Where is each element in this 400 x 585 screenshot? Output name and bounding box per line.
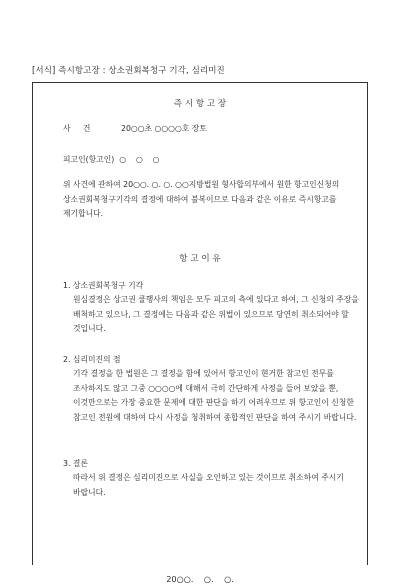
case-label: 사 건 (63, 124, 91, 133)
case-value: 20○○초 ○○○○호 장토 (121, 124, 207, 133)
reasons-title: 항 고 이 유 (179, 254, 221, 264)
section-heading-1: 1. 상소권회복청구 기각 (63, 281, 144, 290)
section-body-3: 따라서 위 결정은 심리미진으로 사실을 오인하고 있는 것이므로 취소하여 주시기 바랍니다. (73, 473, 344, 497)
section-body-1: 원심결정은 상고권 쿨행사의 책임은 모두 피고의 측에 있다고 하여, 그 신청의 주장을 배척하고 있으나, 그 결정에는 다음과 같은 위법이 있으므로 당연히 취소되어야 할 것입니다. (73, 295, 359, 333)
document-date: 20○○. ○. ○. (166, 574, 234, 584)
section-heading-3: 3. 결론 (63, 459, 88, 468)
form-title: 즉 시 항 고 장 (173, 99, 227, 109)
document-header: [서식] 즉시항고장 : 상소권회복청구 기각, 심리미진 (32, 66, 225, 76)
section-body-2: 기각 결정을 한 법원은 그 결정을 함에 있어서 항고인이 현거한 참고인 전무를 조사하지도 않고 그중 ○○○○에 대해서 극히 간단하게 사정을 들어 보았을 뿐, 이것만으로는 가장 중요한 문제에 대한 판단을 하기 어려우므로 위 항고인이 신청한 참고인 전원에 대하여 다시 사정을 청취하여 종합적인 판단을 하여 주시기 바랍니다. (73, 369, 357, 422)
form-box (32, 82, 368, 584)
intro-paragraph: 위 사건에 관하여 20○○. ○. ○. ○○지방법원 형사합의부에서 원한 항고인신청의 상소권회복청구기각의 결정에 대하여 불복이므로 다음과 같은 이유로 즉시항고를 제기합니다. (63, 180, 340, 218)
party-row: 피고인(항고인) ○ ○ ○ (63, 155, 160, 164)
section-heading-2: 2. 심리미진의 점 (63, 355, 121, 364)
